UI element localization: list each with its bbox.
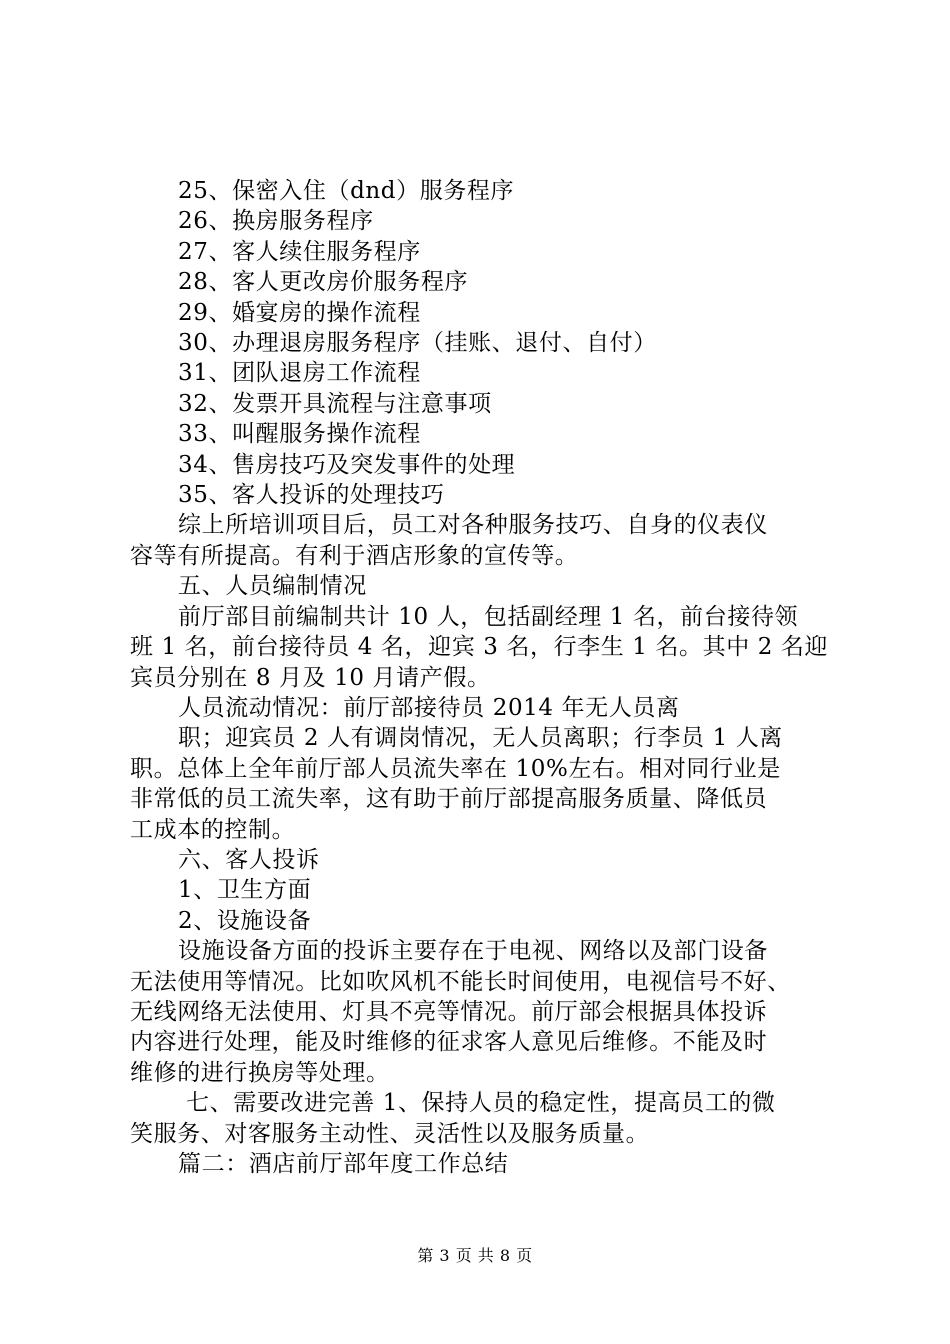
document-line: 26、换房服务程序 bbox=[178, 208, 374, 235]
document-line: 33、叫醒服务操作流程 bbox=[178, 421, 421, 448]
document-line: 五、人员编制情况 bbox=[178, 573, 367, 600]
document-line: 工成本的控制。 bbox=[130, 816, 296, 843]
document-line: 设施设备方面的投诉主要存在于电视、网络以及部门设备 bbox=[178, 938, 768, 965]
document-line: 综上所培训项目后，员工对各种服务技巧、自身的仪表仪 bbox=[178, 512, 768, 539]
document-line: 笑服务、对客服务主动性、灵活性以及服务质量。 bbox=[130, 1120, 650, 1147]
document-line: 前厅部目前编制共计 10 人，包括副经理 1 名，前台接待领 bbox=[178, 603, 799, 630]
document-line: 篇二：酒店前厅部年度工作总结 bbox=[178, 1151, 509, 1177]
document-line: 28、客人更改房价服务程序 bbox=[178, 269, 469, 296]
document-line: 职；迎宾员 2 人有调岗情况，无人员离职；行李员 1 人离 bbox=[178, 725, 783, 752]
document-line: 容等有所提高。有利于酒店形象的宣传等。 bbox=[130, 542, 579, 569]
document-line: 宾员分别在 8 月及 10 月请产假。 bbox=[130, 664, 491, 691]
document-line: 人员流动情况：前厅部接待员 2014 年无人员离 bbox=[178, 694, 680, 721]
document-line: 30、办理退房服务程序（挂账、退付、自付） bbox=[178, 330, 657, 357]
document-line: 35、客人投诉的处理技巧 bbox=[178, 482, 445, 509]
document-line: 维修的进行换房等处理。 bbox=[130, 1059, 390, 1086]
document-line: 内容进行处理，能及时维修的征求客人意见后维修。不能及时 bbox=[130, 1029, 768, 1056]
document-line: 1、卫生方面 bbox=[178, 877, 312, 904]
document-line: 32、发票开具流程与注意事项 bbox=[178, 390, 492, 417]
document-body bbox=[130, 176, 833, 1179]
document-line: 29、婚宴房的操作流程 bbox=[178, 299, 421, 326]
document-line: 31、团队退房工作流程 bbox=[178, 360, 421, 387]
document-line: 职。总体上全年前厅部人员流失率在 10%左右。相对同行业是 bbox=[130, 755, 781, 782]
document-line: 无法使用等情况。比如吹风机不能长时间使用，电视信号不好、 bbox=[130, 968, 791, 995]
document-line: 七、需要改进完善 1、保持人员的稳定性，提高员工的微 bbox=[186, 1090, 776, 1117]
document-line: 非常低的员工流失率，这有助于前厅部提高服务质量、降低员 bbox=[130, 786, 768, 813]
document-line: 班 1 名，前台接待员 4 名，迎宾 3 名，行李生 1 名。其中 2 名迎 bbox=[130, 634, 829, 661]
document-line: 34、售房技巧及突发事件的处理 bbox=[178, 451, 516, 478]
page-footer: 第 3 页 共 8 页 bbox=[417, 1246, 533, 1265]
document-line: 无线网络无法使用、灯具不亮等情况。前厅部会根据具体投诉 bbox=[130, 998, 768, 1025]
document-line: 25、保密入住（dnd）服务程序 bbox=[178, 178, 515, 204]
document-line: 2、设施设备 bbox=[178, 907, 312, 934]
document-line: 27、客人续住服务程序 bbox=[178, 238, 421, 265]
document-line: 六、客人投诉 bbox=[178, 846, 320, 873]
